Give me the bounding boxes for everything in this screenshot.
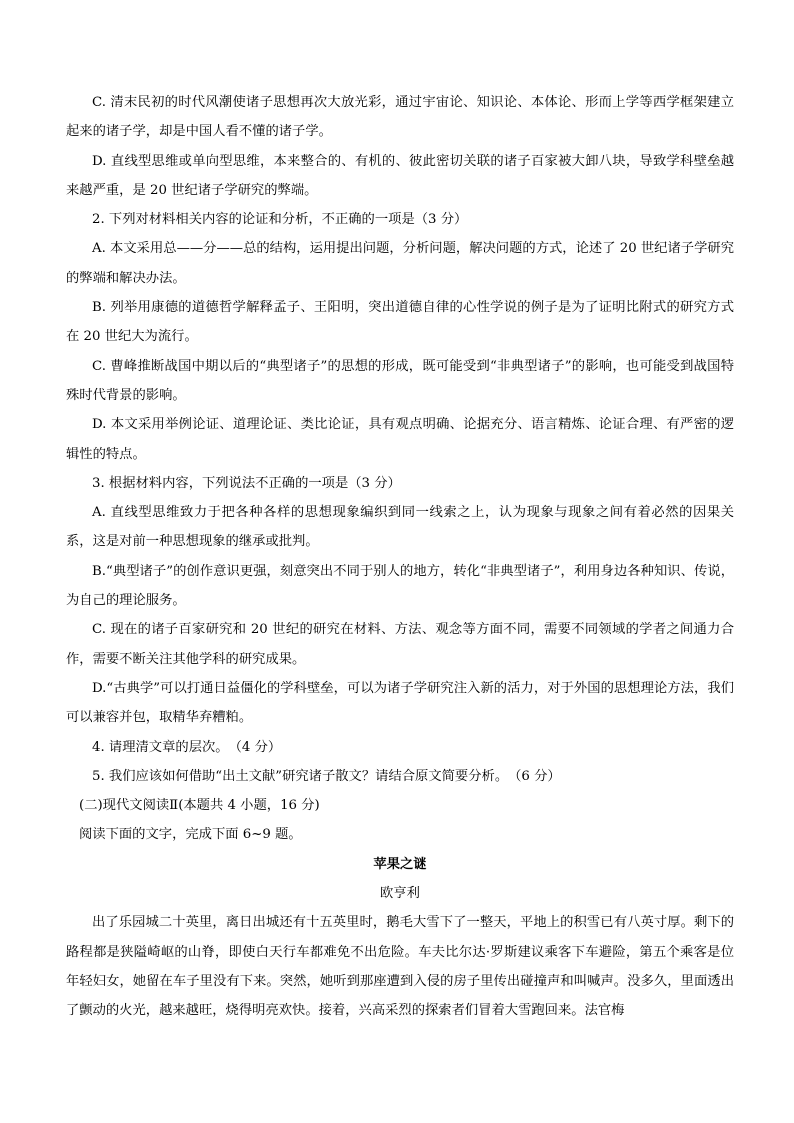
question-2: 2. 下列对材料相关内容的论证和分析，不正确的一项是（3 分） (92, 212, 468, 228)
option-b-q2: B. 列举用康德的道德哲学解释孟子、王阳明，突出道德自律的心性学说的例子是为了证明比附式的研究方式在 20 世纪大为流行。 (66, 300, 734, 345)
option-c-q1: C. 清末民初的时代风潮使诸子思想再次大放光彩，通过宇宙论、知识论、本体论、形而上学等西学框架建立起来的诸子学，却是中国人看不懂的诸子学。 (66, 95, 734, 140)
section-heading: (二)现代文阅读Ⅱ(本题共 4 小题，16 分) (79, 798, 320, 814)
question-5: 5. 我们应该如何借助“出土文献”研究诸子散文？请结合原文简要分析。 （6 分） (92, 768, 561, 784)
option-c-q2: C. 曹峰推断战国中期以后的“典型诸子”的思想的形成，既可能受到“非典型诸子”的影响，也可能受到战国特殊时代背景的影响。 (66, 358, 734, 403)
option-d-q1: D. 直线型思维或单向型思维，本来整合的、有机的、彼此密切关联的诸子百家被大卸八块，导致学科壁垒越来越严重，是 20 世纪诸子学研究的弊端。 (66, 153, 734, 198)
option-d-q2: D. 本文采用举例论证、道理论证、类比论证，具有观点明确、论据充分、语言精炼、论证合理、有严密的逻辑性的特点。 (66, 417, 734, 462)
story-title: 苹果之谜 (373, 856, 427, 872)
option-a-q3: A. 直线型思维致力于把各种各样的思想现象编织到同一线索之上，认为现象与现象之间有着必然的因果关系，这是对前一种思想现象的继承或批判。 (66, 505, 734, 550)
option-a-q2: A. 本文采用总——分——总的结构，运用提出问题，分析问题，解决问题的方式，论述了 20 世纪诸子学研究的弊端和解决办法。 (66, 241, 734, 286)
document-page (66, 88, 734, 1026)
question-4: 4. 请理清文章的层次。 （4 分） (92, 739, 282, 755)
option-d-q3: D.“古典学”可以打通日益僵化的学科壁垒，可以为诸子学研究注入新的活力，对于外国的思想理论方法，我们可以兼容并包，取精华弃糟粕。 (66, 680, 734, 726)
reading-instruction: 阅读下面的文字，完成下面 6~9 题。 (79, 827, 302, 843)
option-b-q3: B.“典型诸子”的创作意识更强，刻意突出不同于别人的地方，转化“非典型诸子”，利用身边各种知识、传说，为自己的理论服务。 (66, 563, 734, 609)
question-3: 3. 根据材料内容，下列说法不正确的一项是（3 分） (92, 475, 401, 491)
option-c-q3: C. 现在的诸子百家研究和 20 世纪的研究在材料、方法、观念等方面不同，需要不同领域的学者之间通力合作，需要不断关注其他学科的研究成果。 (66, 622, 734, 667)
story-author: 欧亨利 (380, 886, 420, 902)
story-body: 出了乐园城二十英里，离日出城还有十五英里时，鹅毛大雪下了一整天，平地上的积雪已有八英寸厚。剩下的路程都是狭隘崎岖的山脊，即使白天行车都难免不出危险。车夫比尔达·罗斯建议乘客下车避险，第五个乘客是位年轻妇女，她留在车子里没有下来。突然，她听到那座遭到入侵的房子里传出碰撞声和叫喊声。没多久，里面透出了颤动的火光，越来越旺，烧得明亮欢快。接着，兴高采烈的探索者们冒着大雪跑回来。法官梅 (66, 915, 734, 1019)
